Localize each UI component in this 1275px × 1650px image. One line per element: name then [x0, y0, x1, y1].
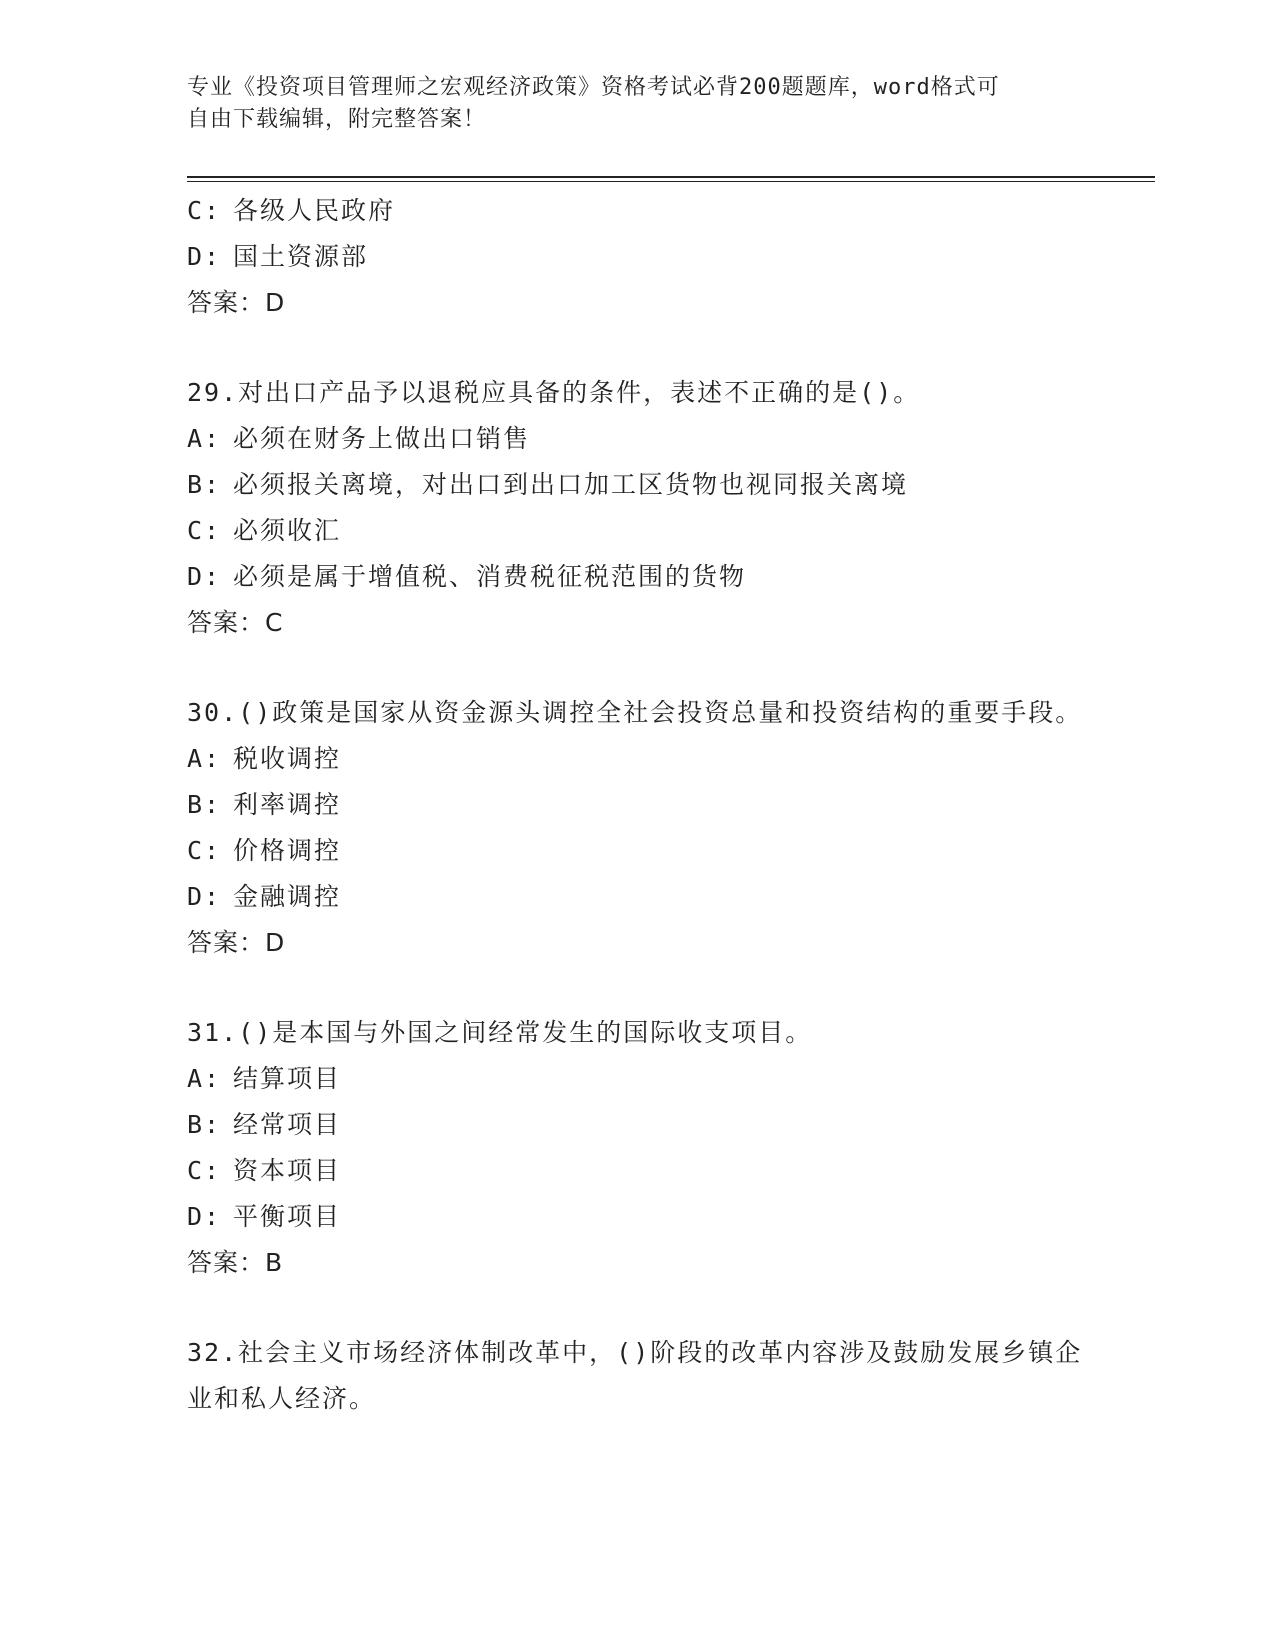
header-line-2: 自由下载编辑，附完整答案！: [187, 107, 487, 132]
option-text: 必须收汇: [233, 516, 342, 545]
option-prefix: D:: [187, 882, 222, 911]
question-list: [187, 188, 1087, 1422]
option-text: 结算项目: [233, 1064, 342, 1093]
option-prefix: A:: [187, 424, 222, 453]
option-text: 经常项目: [233, 1110, 342, 1139]
option: [187, 188, 1087, 234]
answer: 答案：D: [187, 288, 286, 317]
option-prefix: D:: [187, 242, 222, 271]
option-text: 资本项目: [233, 1156, 342, 1185]
partial-question: [187, 188, 1087, 326]
option-prefix: B:: [187, 1110, 222, 1139]
question-stem: 31.()是本国与外国之间经常发生的国际收支项目。: [187, 1018, 813, 1047]
option-text: 金融调控: [233, 882, 342, 911]
option-prefix: C:: [187, 836, 222, 865]
answer: 答案：C: [187, 608, 284, 637]
option-prefix: A:: [187, 744, 222, 773]
question-stem: 32.社会主义市场经济体制改革中，()阶段的改革内容涉及鼓励发展乡镇企业和私人经济。: [187, 1338, 1083, 1413]
option-text: 必须在财务上做出口销售: [233, 424, 531, 453]
option-prefix: C:: [187, 516, 222, 545]
question-stem: 30.()政策是国家从资金源头调控全社会投资总量和投资结构的重要手段。: [187, 698, 1083, 727]
option-prefix: B:: [187, 790, 222, 819]
answer: 答案：D: [187, 928, 286, 957]
document-header: [187, 72, 1067, 136]
spacer: [187, 966, 1087, 1010]
option: [187, 874, 1087, 920]
spacer: [187, 326, 1087, 370]
option-text: 利率调控: [233, 790, 342, 819]
option-text: 必须是属于增值税、消费税征税范围的货物: [233, 562, 747, 591]
option: [187, 416, 1087, 462]
option-prefix: A:: [187, 1064, 222, 1093]
option: [187, 554, 1087, 600]
header-rule: [187, 176, 1155, 178]
question-30: [187, 690, 1087, 966]
question-31: [187, 1010, 1087, 1286]
option-prefix: D:: [187, 1202, 222, 1231]
option: [187, 462, 1087, 508]
option-text: 必须报关离境，对出口到出口加工区货物也视同报关离境: [233, 470, 909, 499]
option-text: 平衡项目: [233, 1202, 342, 1231]
option: [187, 508, 1087, 554]
option-text: 税收调控: [233, 744, 342, 773]
question-32: [187, 1330, 1087, 1422]
option-prefix: C:: [187, 196, 222, 225]
option: [187, 234, 1087, 280]
option: [187, 1102, 1087, 1148]
option: [187, 1194, 1087, 1240]
option: [187, 828, 1087, 874]
option-prefix: C:: [187, 1156, 222, 1185]
option: [187, 736, 1087, 782]
header-line-1: 专业《投资项目管理师之宏观经济政策》资格考试必背200题题库，word格式可: [187, 75, 1000, 100]
spacer: [187, 1286, 1087, 1330]
option: [187, 782, 1087, 828]
option-text: 国土资源部: [233, 242, 369, 271]
option-prefix: B:: [187, 470, 222, 499]
question-stem: 29.对出口产品予以退税应具备的条件，表述不正确的是()。: [187, 378, 921, 407]
header-rule-thin: [187, 181, 1155, 182]
option-text: 各级人民政府: [233, 196, 396, 225]
option-text: 价格调控: [233, 836, 342, 865]
spacer: [187, 646, 1087, 690]
option-prefix: D:: [187, 562, 222, 591]
answer: 答案：B: [187, 1248, 284, 1277]
option: [187, 1056, 1087, 1102]
option: [187, 1148, 1087, 1194]
question-29: [187, 370, 1087, 646]
